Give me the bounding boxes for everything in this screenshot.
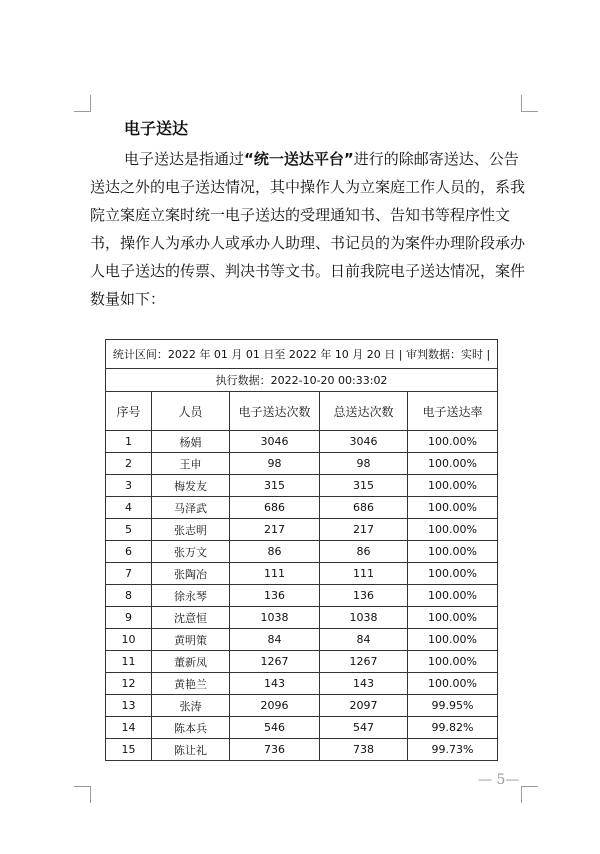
row-total-count-cell: 143 (320, 673, 408, 695)
row-rate-cell: 100.00% (408, 453, 498, 475)
corner-mark-top-right (521, 95, 538, 112)
row-electronic-count-cell: 546 (230, 717, 320, 739)
table-row (106, 563, 498, 585)
row-index-cell: 10 (106, 629, 152, 651)
table-row (106, 739, 498, 761)
table-row (106, 453, 498, 475)
row-total-count-cell: 86 (320, 541, 408, 563)
row-electronic-count-cell: 143 (230, 673, 320, 695)
row-index-cell: 8 (106, 585, 152, 607)
row-person-cell: 张志明 (152, 519, 230, 541)
row-total-count-cell: 98 (320, 453, 408, 475)
row-index-cell: 5 (106, 519, 152, 541)
row-total-count-cell: 1038 (320, 607, 408, 629)
paragraph-text-before: 电子送达是指通过 (124, 150, 245, 168)
stat-range-text: 统计区间：2022 年 01 月 01 日至 2022 年 10 月 20 日 | 审判数据：实时 | (106, 340, 498, 369)
corner-mark-bottom-left (74, 786, 91, 803)
row-index-cell: 2 (106, 453, 152, 475)
row-rate-cell: 99.82% (408, 717, 498, 739)
row-person-cell: 黄明策 (152, 629, 230, 651)
row-rate-cell: 100.00% (408, 651, 498, 673)
row-index-cell: 13 (106, 695, 152, 717)
row-rate-cell: 100.00% (408, 541, 498, 563)
table-row (106, 475, 498, 497)
row-person-cell: 杨娟 (152, 431, 230, 453)
table-row (106, 695, 498, 717)
row-total-count-cell: 3046 (320, 431, 408, 453)
table-stat-range-row (106, 340, 498, 369)
section-heading: 电子送达 (124, 119, 189, 138)
row-electronic-count-cell: 315 (230, 475, 320, 497)
row-electronic-count-cell: 217 (230, 519, 320, 541)
row-person-cell: 陈让礼 (152, 739, 230, 761)
header-cell-rate: 电子送达率 (408, 392, 498, 431)
row-electronic-count-cell: 736 (230, 739, 320, 761)
row-person-cell: 王申 (152, 453, 230, 475)
paragraph-bold-text: “统一送达平台” (244, 150, 354, 168)
row-person-cell: 张涛 (152, 695, 230, 717)
row-total-count-cell: 136 (320, 585, 408, 607)
row-index-cell: 3 (106, 475, 152, 497)
header-cell-index: 序号 (106, 392, 152, 431)
corner-mark-top-left (74, 95, 91, 112)
row-electronic-count-cell: 686 (230, 497, 320, 519)
row-rate-cell: 100.00% (408, 475, 498, 497)
row-rate-cell: 100.00% (408, 563, 498, 585)
row-rate-cell: 100.00% (408, 673, 498, 695)
table-header-row (106, 392, 498, 431)
delivery-stats-table (105, 339, 498, 761)
row-person-cell: 马泽武 (152, 497, 230, 519)
row-person-cell: 董新凤 (152, 651, 230, 673)
row-rate-cell: 100.00% (408, 431, 498, 453)
table-row (106, 431, 498, 453)
row-total-count-cell: 111 (320, 563, 408, 585)
paragraph-text-after: 进行的除邮寄送达、公告送达之外的电子送达情况，其中操作人为立案庭工作人员的，系我院立案庭立案时统一电子送达的受理通知书、告知书等程序性文书，操作人为承办人或承办人助理、书记员的为案件办理阶段承办人电子送达的传票、判决书等文书。日前我院电子送达情况，案件数量如下： (90, 150, 526, 308)
row-person-cell: 张万文 (152, 541, 230, 563)
table-row (106, 607, 498, 629)
row-person-cell: 黄艳兰 (152, 673, 230, 695)
header-cell-person: 人员 (152, 392, 230, 431)
row-total-count-cell: 315 (320, 475, 408, 497)
row-person-cell: 梅发友 (152, 475, 230, 497)
table-row (106, 673, 498, 695)
row-total-count-cell: 738 (320, 739, 408, 761)
row-index-cell: 7 (106, 563, 152, 585)
table-row (106, 717, 498, 739)
header-cell-electronic-count: 电子送达次数 (230, 392, 320, 431)
body-paragraph (90, 145, 528, 313)
row-person-cell: 沈意恒 (152, 607, 230, 629)
row-electronic-count-cell: 2096 (230, 695, 320, 717)
row-rate-cell: 100.00% (408, 607, 498, 629)
row-electronic-count-cell: 1038 (230, 607, 320, 629)
row-index-cell: 4 (106, 497, 152, 519)
row-total-count-cell: 547 (320, 717, 408, 739)
row-index-cell: 15 (106, 739, 152, 761)
row-electronic-count-cell: 84 (230, 629, 320, 651)
header-cell-total-count: 总送达次数 (320, 392, 408, 431)
table-row (106, 497, 498, 519)
table-row (106, 585, 498, 607)
table-row (106, 651, 498, 673)
table-row (106, 541, 498, 563)
row-rate-cell: 99.95% (408, 695, 498, 717)
row-index-cell: 11 (106, 651, 152, 673)
row-person-cell: 徐永琴 (152, 585, 230, 607)
row-person-cell: 陈本兵 (152, 717, 230, 739)
row-rate-cell: 99.73% (408, 739, 498, 761)
row-rate-cell: 100.00% (408, 585, 498, 607)
row-electronic-count-cell: 136 (230, 585, 320, 607)
row-index-cell: 9 (106, 607, 152, 629)
row-total-count-cell: 2097 (320, 695, 408, 717)
row-index-cell: 6 (106, 541, 152, 563)
table-row (106, 519, 498, 541)
table-body (106, 340, 498, 761)
row-electronic-count-cell: 111 (230, 563, 320, 585)
row-electronic-count-cell: 3046 (230, 431, 320, 453)
row-total-count-cell: 686 (320, 497, 408, 519)
row-total-count-cell: 84 (320, 629, 408, 651)
table-exec-data-row (106, 369, 498, 392)
row-rate-cell: 100.00% (408, 629, 498, 651)
row-electronic-count-cell: 86 (230, 541, 320, 563)
row-rate-cell: 100.00% (408, 497, 498, 519)
exec-data-text: 执行数据：2022-10-20 00:33:02 (106, 369, 498, 392)
row-total-count-cell: 217 (320, 519, 408, 541)
page-number: — 5— (478, 772, 520, 788)
corner-mark-bottom-right (521, 786, 538, 803)
row-index-cell: 1 (106, 431, 152, 453)
row-index-cell: 12 (106, 673, 152, 695)
row-total-count-cell: 1267 (320, 651, 408, 673)
table-row (106, 629, 498, 651)
row-rate-cell: 100.00% (408, 519, 498, 541)
row-index-cell: 14 (106, 717, 152, 739)
row-person-cell: 张陶冶 (152, 563, 230, 585)
row-electronic-count-cell: 98 (230, 453, 320, 475)
row-electronic-count-cell: 1267 (230, 651, 320, 673)
